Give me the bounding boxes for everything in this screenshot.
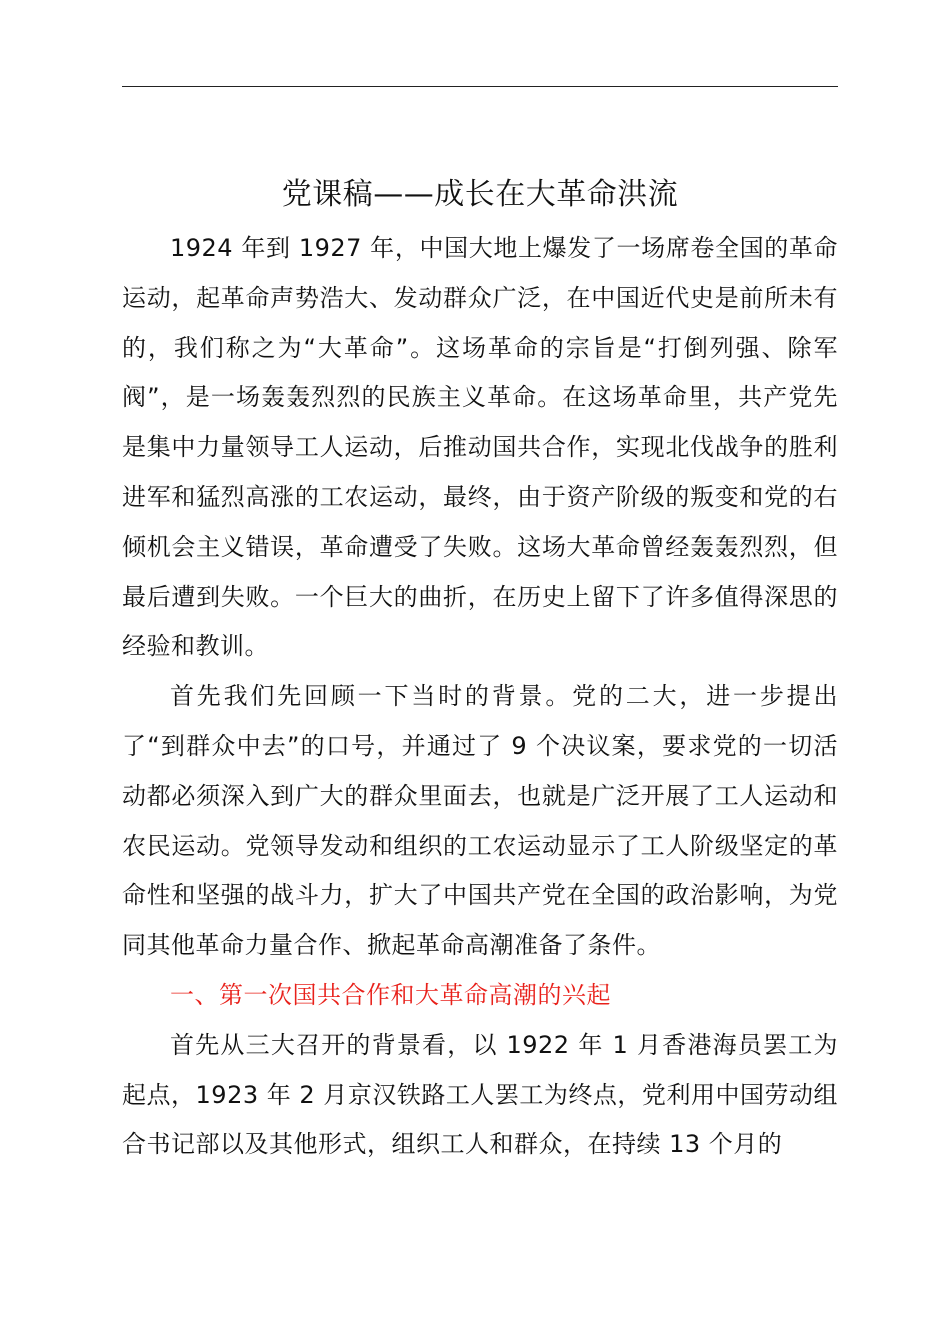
paragraph-intro: 1924 年到 1927 年，中国大地上爆发了一场席卷全国的革命运动，起革命声势浩大、发动群众广泛，在中国近代史是前所未有的，我们称之为“大革命”。这场革命的宗旨是“打倒列强、除军阀”，是一场轰轰烈烈的民族主义革命。在这场革命里，共产党先是集中力量领导工人运动，后推动国共合作，实现北伐战争的胜利进军和猛烈高涨的工农运动，最终，由于资产阶级的叛变和党的右倾机会主义错误，革命遭受了失败。这场大革命曾经轰轰烈烈，但最后遭到失败。一个巨大的曲折，在历史上留下了许多值得深思的经验和教训。 <box>122 234 838 661</box>
page-title: 党课稿——成长在大革命洪流 <box>281 177 679 213</box>
header-rule <box>122 86 838 87</box>
paragraph-background: 首先我们先回顾一下当时的背景。党的二大，进一步提出了“到群众中去”的口号，并通过了 9 个决议案，要求党的一切活动都必须深入到广大的群众里面去，也就是广泛开展了工人运动和农民运动。党领导发动和组织的工农运动显示了工人阶级坚定的革命性和坚强的战斗力，扩大了中国共产党在全国的政治影响，为党同其他革命力量合作、掀起革命高潮准备了条件。 <box>122 682 838 960</box>
section-heading: 一、第一次国共合作和大革命高潮的兴起 <box>170 980 611 1009</box>
paragraph-section-one: 首先从三大召开的背景看，以 1922 年 1 月香港海员罢工为起点，1923 年 2 月京汉铁路工人罢工为终点，党利用中国劳动组合书记部以及其他形式，组织工人和群众，在持续 13 个月的 <box>122 1030 838 1159</box>
document-body <box>122 224 838 1170</box>
